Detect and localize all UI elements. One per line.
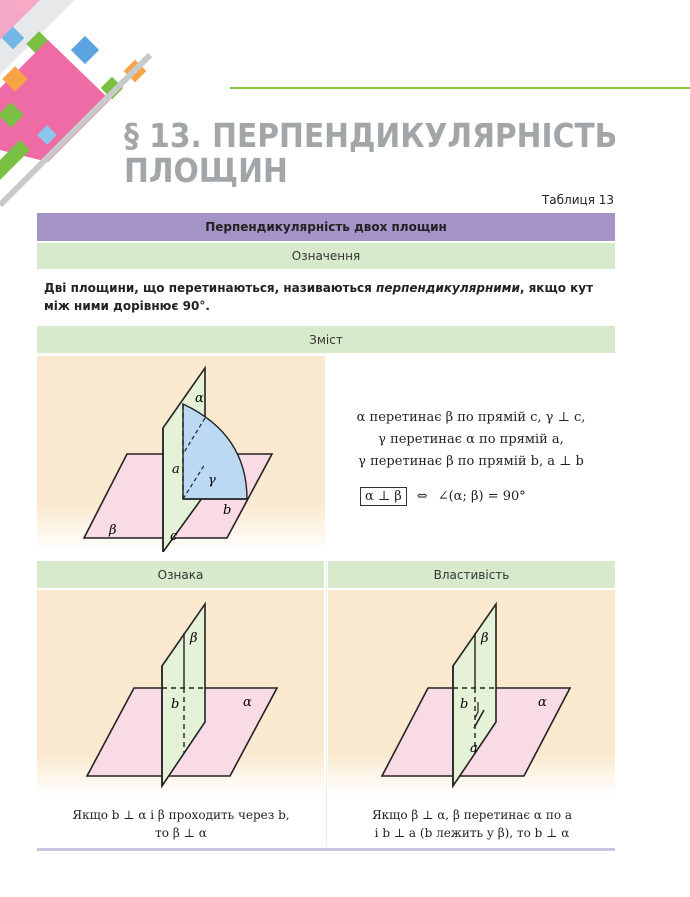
- section-title-line1: § 13. ПЕРПЕНДИКУЛЯРНІСТЬ: [124, 116, 618, 155]
- criterion-caption-line1: Якщо b ⊥ α і β проходить через b,: [72, 808, 290, 822]
- criterion-figure: [37, 590, 324, 795]
- property-figure-panel: [328, 590, 615, 795]
- definition-text: [44, 279, 610, 315]
- content-line-2: γ перетинає α по прямій a,: [378, 432, 564, 447]
- section-title-line2: ПЛОЩИН: [124, 151, 288, 190]
- label-b: b: [171, 697, 180, 712]
- property-figure: [328, 590, 615, 795]
- label-a: a: [470, 741, 478, 756]
- content-line-1: α перетинає β по прямій c, γ ⊥ c,: [356, 410, 586, 425]
- content-label: Зміст: [37, 326, 615, 353]
- criterion-figure-panel: [37, 590, 324, 795]
- label-gamma: γ: [208, 473, 216, 488]
- section-title: [124, 118, 617, 188]
- criterion-caption-line2: то β ⊥ α: [155, 826, 207, 840]
- label-b: b: [223, 503, 232, 518]
- definition-italic: перпендикулярними: [376, 281, 520, 295]
- table-bottom-rule: [37, 848, 615, 851]
- label-alpha: α: [538, 695, 547, 710]
- label-alpha: α: [195, 391, 204, 406]
- label-alpha: α: [243, 695, 252, 710]
- property-caption-line2: і b ⊥ a (b лежить у β), то b ⊥ α: [374, 826, 570, 840]
- label-beta: β: [481, 631, 489, 646]
- label-beta: β: [190, 631, 198, 646]
- definition-part1: Дві площини, що перетинаються, називаються: [44, 281, 377, 295]
- definition-part2: , якщо кут між ними дорівнює 90°.: [44, 281, 594, 313]
- content-line-3: γ перетинає β по прямій b, a ⊥ b: [358, 454, 584, 469]
- formula-arrow: ⇔: [416, 489, 428, 504]
- content-figure-panel: [37, 356, 325, 552]
- equivalence-formula: [360, 487, 580, 506]
- label-beta: β: [109, 523, 117, 538]
- property-label: Властивість: [328, 561, 615, 588]
- property-caption: [332, 806, 612, 842]
- criterion-caption: [42, 806, 320, 842]
- label-b: b: [460, 697, 469, 712]
- criterion-label: Ознака: [37, 561, 324, 588]
- table-label: Таблиця 13: [541, 193, 614, 207]
- formula-rhs: ∠(α; β) = 90°: [437, 489, 526, 504]
- header-rule: [230, 87, 690, 89]
- perpendicular-planes-figure: [37, 356, 325, 552]
- panel-divider: [326, 561, 327, 847]
- label-a: a: [172, 462, 180, 477]
- property-caption-line1: Якщо β ⊥ α, β перетинає α по a: [371, 808, 573, 822]
- content-description: [340, 407, 602, 473]
- table-heading: Перпендикулярність двох площин: [37, 213, 615, 241]
- formula-boxed: α ⊥ β: [360, 487, 407, 506]
- label-c: c: [170, 529, 178, 544]
- definition-label: Означення: [37, 243, 615, 269]
